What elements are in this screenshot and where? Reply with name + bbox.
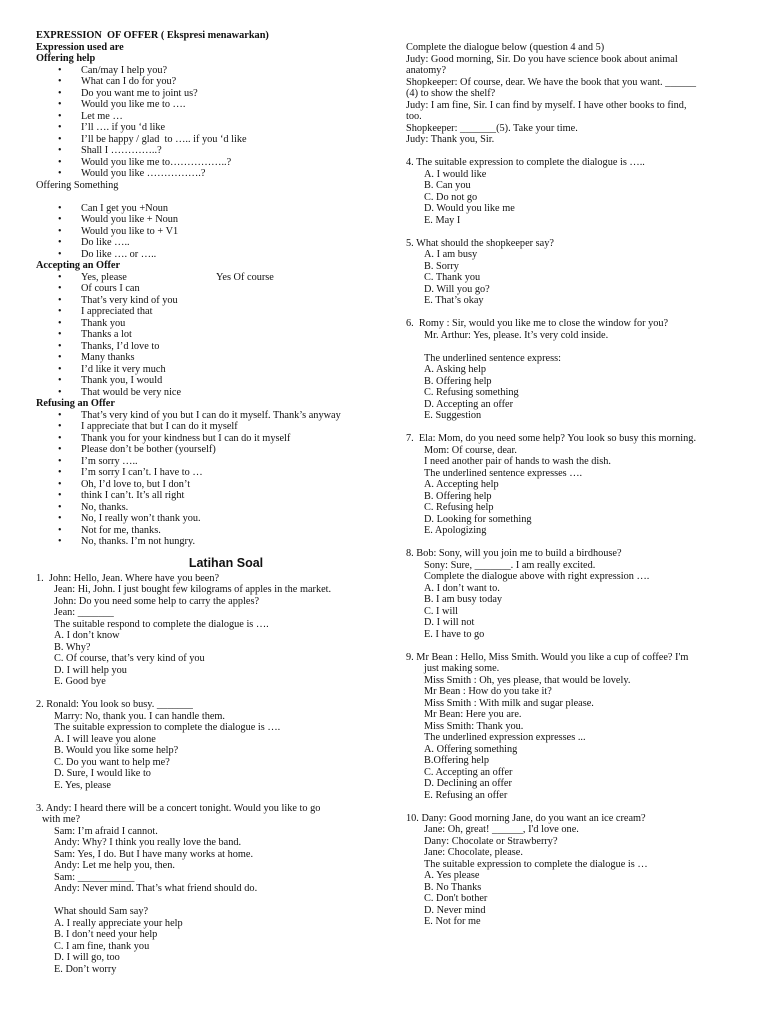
list-item-text: Yes, please — [81, 271, 127, 283]
answer-option: A. I would like — [424, 168, 487, 180]
dialogue-line: Mr Bean: Here you are. — [424, 709, 522, 720]
question-text-continued: with me? — [42, 814, 81, 825]
question-text: 7. Ela: Mom, do you need some help? You look so busy this morning. — [406, 433, 697, 444]
list-item: • No, thanks. — [36, 502, 376, 514]
list-item: • Let me … — [36, 111, 376, 123]
latihan-soal-title: Latihan Soal — [188, 555, 264, 570]
question-text: 9. Mr Bean : Hello, Miss Smith. Would you like a cup of coffee? I'm — [406, 651, 689, 663]
list-item: • Thank you, I would — [36, 375, 376, 387]
answer-option: D. Will you go? — [424, 283, 490, 295]
dialogue-line: The underlined expression expresses ... — [424, 732, 586, 743]
list-item: • That would be very nice — [36, 387, 376, 399]
dialogue-line: Miss Smith: Thank you. — [424, 720, 524, 732]
answer-option: B. I don’t need your help — [54, 929, 158, 940]
answer-option: C. Do you want to help me? — [54, 756, 170, 768]
list-item: • Oh, I’d love to, but I don’t — [36, 479, 376, 491]
list-item: • I appreciated that — [36, 306, 376, 318]
answer-option: B. Sorry — [424, 260, 459, 272]
question-text: 8. Bob: Sony, will you join me to build a birdhouse? — [406, 548, 622, 559]
question-3 — [36, 803, 376, 976]
question-4 — [406, 157, 741, 226]
dialogue-line: Marry: No, thank you. I can handle them. — [54, 710, 225, 722]
list-item: • No, I really won’t thank you. — [36, 513, 376, 525]
answer-option: E. Good bye — [54, 676, 106, 687]
accepting-heading: Accepting an Offer — [36, 260, 121, 271]
dialogue-line: Miss Smith : Oh, yes please, that would be lovely. — [424, 674, 631, 686]
offering-help-list — [36, 65, 376, 180]
dialogue-line: Andy: Let me help you, then. — [54, 860, 175, 871]
dialogue-line: Andy: Why? I think you really love the band. — [54, 837, 242, 848]
dialogue-line: I need another pair of hands to wash the dish. — [424, 456, 612, 467]
intro-line: Judy: Good morning, Sir. Do you have science book about animal — [406, 53, 678, 65]
question-2 — [36, 699, 376, 791]
question-10 — [406, 813, 741, 928]
list-item: • I’ll …. if you ‘d like — [36, 122, 376, 134]
list-item: • What can I do for you? — [36, 76, 376, 88]
answer-option: C. I am fine, thank you — [54, 940, 150, 952]
answer-option: E. Apologizing — [424, 525, 487, 536]
list-item: • I appreciate that but I can do it myself — [36, 421, 376, 433]
answer-option: A. Asking help — [424, 364, 487, 375]
dialogue-line: Sony: Sure, _______. I am really excited. — [424, 559, 596, 571]
intro-line: too. — [406, 111, 422, 122]
list-item: • Thank you for your kindness but I can do it myself — [36, 433, 376, 445]
list-item: • That’s very kind of you — [36, 295, 376, 307]
document-title: EXPRESSION OF OFFER ( Ekspresi menawarkan) — [36, 30, 269, 41]
answer-option: A. I will leave you alone — [54, 733, 156, 745]
list-item: • I’m sorry ….. — [36, 456, 376, 468]
intro-line: Judy: I am fine, Sir. I can find by myself. I have other books to find, — [406, 99, 687, 111]
answer-option: A. Accepting help — [424, 479, 499, 490]
offering-help-heading: Offering help — [36, 53, 96, 64]
list-item: • I’ll be happy / glad to ….. if you ‘d like — [36, 134, 376, 146]
answer-option: B. Why? — [54, 641, 91, 653]
answer-option: D. Accepting an offer — [424, 398, 514, 410]
intro-line: Complete the dialogue below (question 4 and 5) — [406, 42, 605, 53]
answer-option: B.Offering help — [424, 755, 490, 766]
question-1 — [36, 573, 376, 688]
answer-option: B. Offering help — [424, 375, 492, 387]
dialogue-line: Mr Bean : How do you take it? — [424, 686, 552, 697]
answer-option: B. Would you like some help? — [54, 745, 179, 756]
list-item: • Would you like me to……………..? — [36, 157, 376, 169]
list-item — [36, 272, 376, 284]
intro-line: anatomy? — [406, 65, 447, 76]
offering-something-list — [36, 203, 376, 261]
list-item: • Can I get you +Noun — [36, 203, 376, 215]
dialogue-line: Mom: Of course, dear. — [424, 444, 517, 456]
answer-option: C. Of course, that’s very kind of you — [54, 653, 205, 664]
answer-option: E. Suggestion — [424, 410, 482, 421]
answer-option: B. Offering help — [424, 490, 492, 502]
answer-option: C. Accepting an offer — [424, 766, 513, 778]
list-item: • Would you like to + V1 — [36, 226, 376, 238]
dialogue-line: Andy: Never mind. That’s what friend should do. — [54, 883, 258, 894]
answer-option: A. I am busy — [424, 249, 478, 260]
list-item: • Can/may I help you? — [36, 65, 376, 77]
list-item: • Many thanks — [36, 352, 376, 364]
dialogue-line: The suitable expression to complete the dialogue is … — [424, 858, 648, 870]
list-item: • Of cours I can — [36, 283, 376, 295]
list-item: • Thanks, I’d love to — [36, 341, 376, 353]
intro-line: Shopkeeper: Of course, dear. We have the book that you want. ______ — [406, 76, 697, 88]
answer-option: B. I am busy today — [424, 594, 503, 605]
answer-option: D. Declining an offer — [424, 778, 512, 789]
dialogue-line: Sam: I’m afraid I cannot. — [54, 825, 158, 837]
question-text: 6. Romy : Sir, would you like me to close the window for you? — [406, 318, 669, 329]
dialogue-line: Jean: Hi, John. I just bought few kilograms of apples in the market. — [54, 584, 332, 595]
dialogue-line: The suitable respond to complete the dialogue is …. — [54, 618, 269, 630]
intro-line: Shopkeeper: _______(5). Take your time. — [406, 122, 578, 134]
answer-option: E. May I — [424, 214, 461, 226]
question-text: 5. What should the shopkeeper say? — [406, 237, 554, 249]
dialogue-line: Sam: Yes, I do. But I have many works at home. — [54, 848, 254, 860]
left-column — [36, 30, 376, 975]
dialogue-line: John: Do you need some help to carry the apples? — [54, 595, 260, 607]
question-7 — [406, 433, 741, 537]
dialogue-line: Jane: Chocolate, please. — [424, 847, 523, 858]
dialogue-line: just making some. — [424, 663, 500, 674]
answer-option: D. Looking for something — [424, 513, 532, 525]
dialogue-line: The underlined sentence expresses …. — [424, 467, 583, 479]
answer-option: A. I really appreciate your help — [54, 917, 183, 929]
question-8 — [406, 548, 741, 640]
subtitle: Expression used are — [36, 41, 124, 53]
answer-option: E. Not for me — [424, 916, 481, 927]
list-item-extra: Yes Of course — [216, 271, 274, 283]
offering-something-heading: Offering Something — [36, 179, 119, 191]
list-item: • think I can’t. It’s all right — [36, 490, 376, 502]
question-text: 10. Dany: Good morning Jane, do you want an ice cream? — [406, 812, 646, 824]
list-item: • Please don’t be bother (yourself) — [36, 444, 376, 456]
question-text: 1. John: Hello, Jean. Where have you been? — [36, 572, 220, 584]
answer-option: D. I will not — [424, 617, 475, 628]
list-item: • Would you like me to …. — [36, 99, 376, 111]
list-item: • Thanks a lot — [36, 329, 376, 341]
dialogue-line: Miss Smith : With milk and sugar please. — [424, 697, 594, 709]
right-column — [406, 42, 741, 928]
answer-option: C. Don't bother — [424, 893, 488, 904]
answer-option: C. Do not go — [424, 191, 478, 203]
answer-option: A. I don’t know — [54, 630, 120, 641]
answer-option: E. Yes, please — [54, 779, 111, 791]
answer-option: C. Refusing help — [424, 502, 494, 513]
answer-option: D. Would you like me — [424, 203, 515, 214]
dialogue-line: Complete the dialogue above with right expression …. — [424, 571, 650, 582]
list-item: • I’d like it very much — [36, 364, 376, 376]
question-6 — [406, 318, 741, 422]
list-item: • Thank you — [36, 318, 376, 330]
question-text: 4. The suitable expression to complete the dialogue is ….. — [406, 157, 645, 168]
answer-option: A. Yes please — [424, 870, 480, 881]
list-item: • No, thanks. I’m not hungry. — [36, 536, 376, 548]
intro-line: (4) to show the shelf? — [406, 88, 496, 99]
question-ask: What should Sam say? — [54, 906, 149, 917]
list-item: • I’m sorry I can’t. I have to … — [36, 467, 376, 479]
list-item: • Do like …. or ….. — [36, 249, 376, 261]
list-item: • Do you want me to joint us? — [36, 88, 376, 100]
answer-option: E. Refusing an offer — [424, 789, 508, 801]
list-item: • Do like ….. — [36, 237, 376, 249]
question-text: 2. Ronald: You look so busy. _______ — [36, 699, 193, 710]
question-9 — [406, 652, 741, 802]
list-item: • Would you like + Noun — [36, 214, 376, 226]
answer-option: E. That’s okay — [424, 295, 484, 306]
answer-option: D. I will help you — [54, 664, 127, 676]
refusing-heading: Refusing an Offer — [36, 398, 115, 409]
accepting-list — [36, 272, 376, 399]
question-text: 3. Andy: I heard there will be a concert tonight. Would you like to go — [36, 802, 321, 814]
question-ask: The underlined sentence express: — [424, 352, 561, 364]
answer-option: E. Don’t worry — [54, 963, 117, 975]
dialogue-intro — [406, 42, 741, 146]
dialogue-line: Mr. Arthur: Yes, please. It’s very cold inside. — [424, 329, 609, 341]
list-item: • Not for me, thanks. — [36, 525, 376, 537]
intro-line: Judy: Thank you, Sir. — [406, 134, 495, 145]
dialogue-line: Dany: Chocolate or Strawberry? — [424, 835, 558, 847]
dialogue-line: The suitable expression to complete the dialogue is …. — [54, 722, 281, 733]
answer-option: D. Sure, I would like to — [54, 768, 151, 779]
answer-option: C. Thank you — [424, 272, 481, 283]
question-5 — [406, 238, 741, 307]
answer-option: C. I will — [424, 605, 459, 617]
list-item: • That’s very kind of you but I can do it myself. Thank’s anyway — [36, 410, 376, 422]
answer-option: A. Offering something — [424, 743, 518, 755]
answer-option: E. I have to go — [424, 628, 485, 640]
list-item: • Would you like …………….? — [36, 168, 376, 180]
answer-option: A. I don’t want to. — [424, 582, 500, 594]
answer-option: B. No Thanks — [424, 881, 482, 893]
dialogue-line: Jean: _______ — [54, 607, 114, 618]
answer-option: D. I will go, too — [54, 952, 120, 963]
list-item: • Shall I …………..? — [36, 145, 376, 157]
dialogue-line: Jane: Oh, great! ______, I'd love one. — [424, 824, 579, 835]
answer-option: B. Can you — [424, 180, 471, 191]
refusing-list — [36, 410, 376, 548]
answer-option: D. Never mind — [424, 904, 486, 916]
answer-option: C. Refusing something — [424, 387, 519, 398]
dialogue-line: Sam: ___________ — [54, 871, 135, 883]
